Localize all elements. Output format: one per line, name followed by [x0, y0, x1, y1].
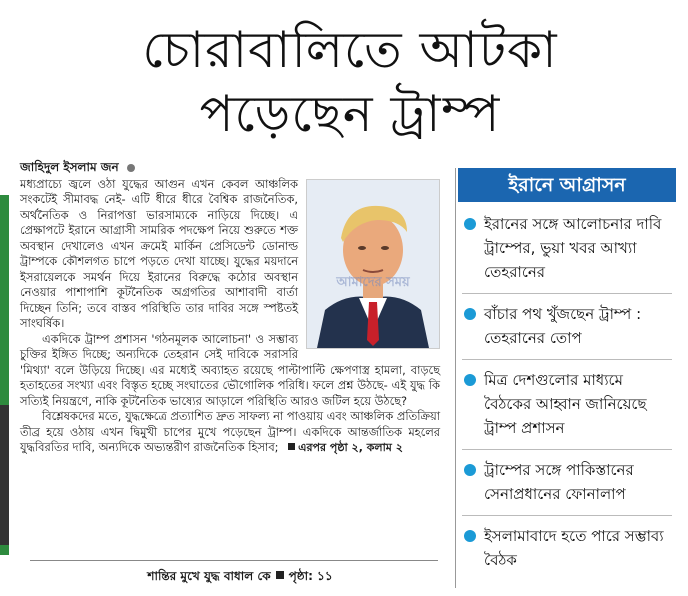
sidebar-item-text: ট্রাম্পের সঙ্গে পাকিস্তানের সেনাপ্রধানের ফোনালাপ	[484, 461, 634, 503]
article-paragraph-2: একদিকে ট্রাম্প প্রশাসন 'গঠনমূলক আলোচনা' ও সম্ভাব্য চুক্তির ইঙ্গিত দিচ্ছে; অন্যদিকে তেহরান সেই দাবিকে সরাসরি 'মিথ্যা' বলে উড়িয়ে দিচ্ছে। এর মধ্যেই অব্যাহত রয়েছে পাল্টাপাল্টি ক্ষেপণাস্ত্র হামলা, বাড়ছে হতাহতের সংখ্যা এবং বিস্তৃত হচ্ছে সংঘাতের ভৌগোলিক পরিধি। ফলে প্রশ্ন উঠছে- এই যুদ্ধ কি সত্যিই নিয়ন্ত্রণে, নাকি কূটনৈতিক ভাষ্যের আড়ালে পরিস্থিতি আরও জটিল হয়ে উঠছে?	[20, 331, 440, 408]
bullet-icon	[464, 464, 476, 476]
footer-square-icon	[276, 571, 284, 579]
headline	[30, 18, 670, 146]
bullet-icon	[464, 308, 476, 320]
sidebar-item-text: ইসলামাবাদে হতে পারে সম্ভাব্য বৈঠক	[484, 527, 664, 569]
continued-reference	[282, 441, 403, 454]
sidebar-separator	[462, 449, 672, 450]
article-paragraph-3-text: বিশ্লেষকদের মতে, যুদ্ধক্ষেত্রে প্রত্যাশিত দ্রুত সাফল্য না পাওয়ায় এবং আঞ্চলিক প্রতিক্রিয়া তীব্র হয়ে ওঠায় এখন দ্বিমুখী চাপের মুখে পড়েছেন ট্রাম্প। একদিকে আন্তর্জাতিক মহলের যুদ্ধবিরতির দাবি, অন্যদিকে অভ্যন্তরীণ রাজনৈতিক হিসাব;	[20, 409, 440, 454]
continued-text: এরপর পৃষ্ঠা ২, কলাম ২	[298, 441, 403, 454]
headline-line-1: চোরাবালিতে আটকা	[142, 21, 558, 79]
sidebar-separator	[462, 293, 672, 294]
portrait-illustration	[307, 180, 439, 348]
article-paragraph-3	[20, 409, 440, 456]
page-edge-strip	[0, 195, 9, 555]
photo-watermark: আমাদের সময়	[336, 274, 410, 290]
headline-line-2: পড়েছেন ট্রাম্প	[199, 85, 501, 143]
sidebar-item	[456, 520, 678, 581]
bullet-icon	[464, 530, 476, 542]
bullet-icon	[464, 218, 476, 230]
byline	[20, 160, 440, 176]
footer-related-reference	[40, 568, 440, 588]
page-edge-strip-dark	[0, 405, 9, 545]
sidebar-item	[456, 454, 678, 515]
sidebar-separator	[462, 515, 672, 516]
sidebar-separator	[462, 359, 672, 360]
trump-photo	[306, 179, 440, 349]
sidebar	[455, 168, 678, 588]
byline-dot-icon	[127, 164, 135, 172]
sidebar-item-text: মিত্র দেশগুলোর মাধ্যমে বৈঠকের আহ্বান জানিয়েছে ট্রাম্প প্রশাসন	[484, 371, 647, 437]
article-body	[20, 160, 440, 456]
continued-square-icon	[288, 443, 295, 450]
footer-page: পৃষ্ঠা: ১১	[288, 569, 333, 583]
byline-name: জাহিদুল ইসলাম জন	[20, 160, 119, 174]
sidebar-item-text: বাঁচার পথ খুঁজছেন ট্রাম্প : তেহরানের তোপ	[484, 305, 642, 347]
sidebar-title: ইরানে আগ্রাসন	[458, 168, 676, 202]
footer-related-title: শান্তির মুখে যুদ্ধ বাধাল কে	[147, 569, 271, 583]
article-paragraph-1: মধ্যপ্রাচ্যে জ্বলে ওঠা যুদ্ধের আগুন এখন কেবল আঞ্চলিক সংকটেই সীমাবদ্ধ নেই- এটি ধীরে ধীরে বৈশ্বিক রাজনৈতিক, অর্থনৈতিক ও নিরাপত্তা ভারসাম্যকে নাড়িয়ে দিচ্ছে। এ প্রেক্ষাপটে ইরানে আগ্রাসী সামরিক পদক্ষেপ নিয়ে শুরুতে শক্ত অবস্থান দেখালেও এখন ক্রমেই মার্কিন প্রেসিডেন্ট ডোনাল্ড ট্রাম্পকে কৌশলগত চাপে পড়তে দেখা যাচ্ছে। যুদ্ধের ময়দানে ইসরায়েলকে সমর্থন দিয়ে ইরানের বিরুদ্ধে কঠোর অবস্থান নেওয়ার পাশাপাশি কূটনৈতিক অগ্রগতির আশাবাদী বার্তা দিচ্ছেন তিনি; তবে বাস্তব পরিস্থিতি তার দাবির সঙ্গে স্পষ্টতই সাংঘর্ষিক।	[20, 176, 298, 330]
sidebar-item	[456, 208, 678, 293]
bullet-icon	[464, 374, 476, 386]
sidebar-item	[456, 298, 678, 359]
sidebar-item-text: ইরানের সঙ্গে আলোচনার দাবি ট্রাম্পের, ভুয়া খবর আখ্যা তেহরানের	[484, 215, 662, 281]
footer-divider	[30, 560, 438, 561]
sidebar-item	[456, 364, 678, 449]
